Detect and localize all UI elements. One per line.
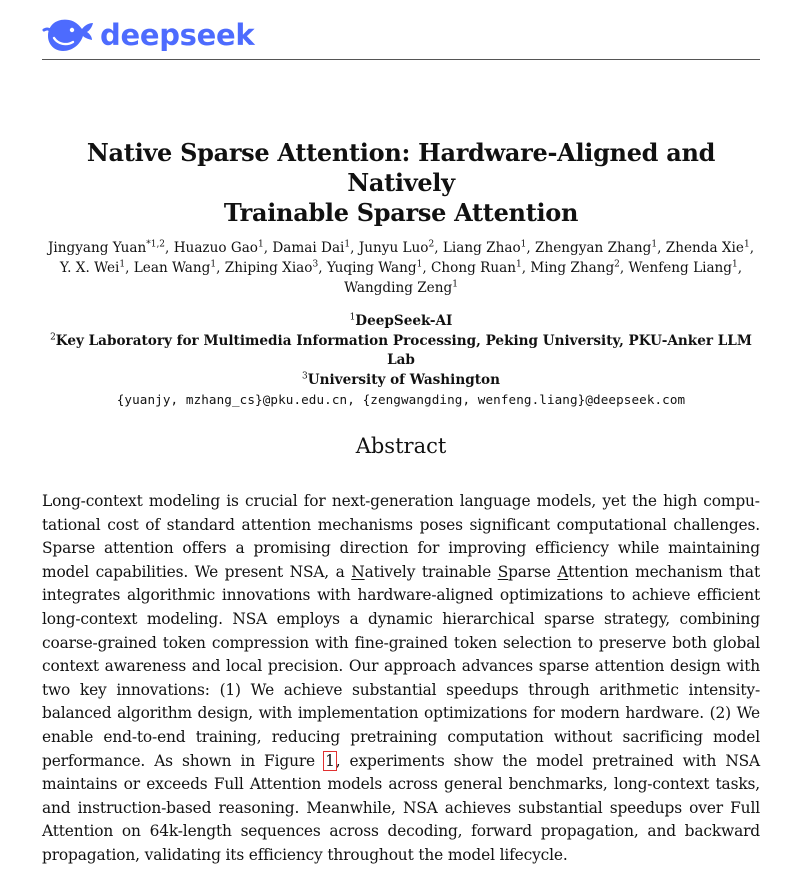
abstract-body: Long-context modeling is crucial for next-generation language models, yet the high computational cost of standard attention mechanisms poses significant computational challenges. Sparse attention offers a promising direction for improving efficiency while maintaining model capabilities. We present NSA, a Natively trainable Sparse Attention mechanism that integrates algorithmic innovations with hardware-aligned optimizations to achieve efficient long-context modeling. NSA employs a dynamic hierarchical sparse strategy, combining coarse-grained token compression with fine-grained token selection to preserve both global context awareness and local precision. Our approach advances sparse attention design with two key innovations: (1) We achieve substantial speedups through arithmetic intensity-balanced algorithm design, with implementation optimizations for modern hardware. (2) We enable end-to-end training, reducing pretraining computation without sacrificing model performance. As shown in Figure 1, experiments show the model pretrained with NSA maintains or exceeds Full Attention models across general benchmarks, long-context tasks, and instruction-based reasoning. Meanwhile, NSA achieves substantial speedups over Full Attention on 64k-length sequences across decoding, forward propagation, and backward propagation, validating its efficiency throughout the model lifecycle. (42, 492, 760, 864)
affiliations (42, 312, 760, 410)
author-name: Wangding Zeng$^1$ (344, 279, 458, 296)
author-name: Damai Dai$^1$, (272, 239, 359, 256)
abstract-heading: Abstract (355, 434, 447, 458)
whale-icon (42, 12, 98, 56)
author-name: Ming Zhang$^2$, (530, 259, 629, 276)
brand-name: deepseek (100, 18, 255, 52)
author-name: Zhenda Xie$^1$, (665, 239, 755, 256)
author-name: Chong Ruan$^1$, (430, 259, 531, 276)
author-name: Zhengyan Zhang$^1$, (535, 239, 666, 256)
affiliation-3: $^3$University of Washington (302, 370, 500, 388)
paper-title (42, 138, 760, 228)
title-line-2: Trainable Sparse Attention (223, 198, 579, 227)
author-name: Junyu Luo$^2$, (358, 239, 443, 256)
header-divider (42, 59, 760, 60)
author-name: Y. X. Wei$^1$, (59, 259, 134, 276)
author-name: Lean Wang$^1$, (133, 259, 225, 276)
title-line-1: Native Sparse Attention: Hardware-Aligned and Natively (86, 138, 716, 197)
affiliation-2: $^2$Key Laboratory for Multimedia Information Processing, Peking University, PKU-Anker LLM Lab (50, 331, 752, 368)
deepseek-logo[interactable] (42, 10, 254, 58)
figure-1-link[interactable]: 1 (325, 751, 335, 770)
author-name: Wenfeng Liang$^1$, (628, 259, 743, 276)
author-name: Huazuo Gao$^1$, (173, 239, 273, 256)
author-name: Liang Zhao$^1$, (442, 239, 536, 256)
affiliation-1: $^1$DeepSeek-AI (349, 312, 453, 329)
page-header (42, 10, 760, 58)
author-name: Yuqing Wang$^1$, (326, 259, 431, 276)
author-name: Zhiping Xiao$^3$, (224, 259, 327, 276)
contact-emails[interactable]: {yuanjy, mzhang_cs}@pku.edu.cn, {zengwangding, wenfeng.liang}@deepseek.com (116, 392, 686, 407)
author-list (42, 238, 760, 298)
author-name: Jingyang Yuan$^{*1,2}$, (47, 239, 174, 256)
